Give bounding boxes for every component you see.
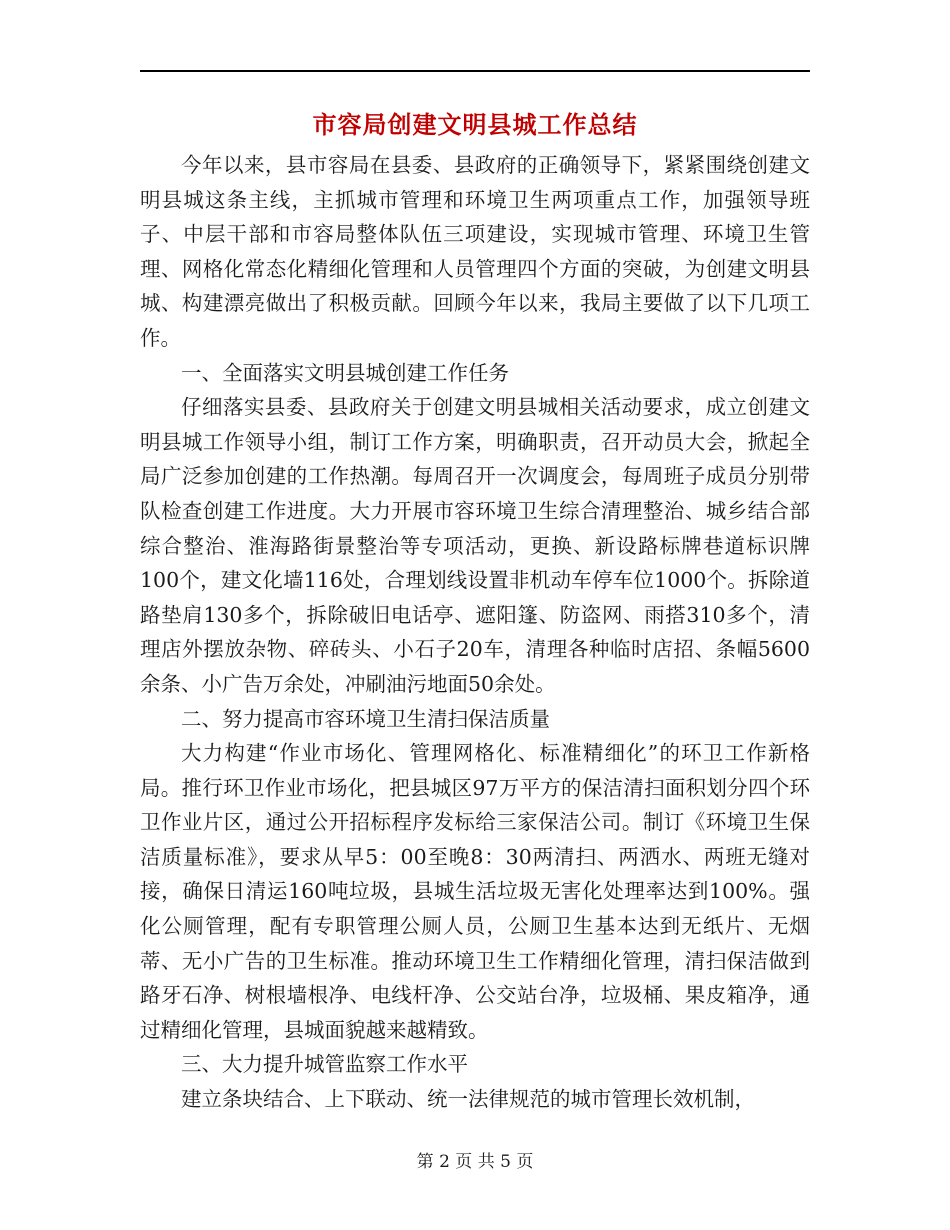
section-heading-2: 二、努力提高市容环境卫生清扫保洁质量: [181, 706, 550, 731]
document-title: 市容局创建文明县城工作总结: [312, 110, 638, 139]
paragraph-section-2: 大力构建“作业市场化、管理网格化、标准精细化”的环卫工作新格局。推行环卫作业市场化，把县城区97万平方的保洁清扫面积划分四个环卫作业片区，通过公开招标程序发标给三家保洁公司。制订《环境卫生保洁质量标准》，要求从早5：00至晚8：30两清扫、两洒水、两班无缝对接，确保日清运160吨垃圾，县城生活垃圾无害化处理率达到100%。强化公厕管理，配有专职管理公厕人员，公厕卫生基本达到无纸片、无烟蒂、无小广告的卫生标准。推动环境卫生工作精细化管理，清扫保洁做到路牙石净、树根墙根净、电线杆净、公交站台净，垃圾桶、果皮箱净，通过精细化管理，县城面貌越来越精致。: [140, 741, 810, 1042]
paragraph-intro: 今年以来，县市容局在县委、县政府的正确领导下，紧紧围绕创建文明县城这条主线，主抓城市管理和环境卫生两项重点工作，加强领导班子、中层干部和市容局整体队伍三项建设，实现城市管理、环境卫生管理、网格化常态化精细化管理和人员管理四个方面的突破，为创建文明县城、构建漂亮做出了积极贡献。回顾今年以来，我局主要做了以下几项工作。: [140, 153, 810, 350]
paragraph-section-1: 仔细落实县委、县政府关于创建文明县城相关活动要求，成立创建文明县城工作领导小组，制订工作方案，明确职责，召开动员大会，掀起全局广泛参加创建的工作热潮。每周召开一次调度会，每周班子成员分别带队检查创建工作进度。大力开展市容环境卫生综合清理整治、城乡结合部综合整治、淮海路街景整治等专项活动，更换、新设路标牌巷道标识牌100个，建文化墙116处，合理划线设置非机动车停车位1000个。拆除道路垫肩130多个，拆除破旧电话亭、遮阳篷、防盗网、雨搭310多个，清理店外摆放杂物、碎砖头、小石子20车，清理各种临时店招、条幅5600余条、小广告万余处，冲刷油污地面50余处。: [140, 395, 810, 696]
document-body: [140, 148, 810, 1117]
section-heading-3: 三、大力提升城管监察工作水平: [181, 1052, 468, 1077]
header-rule: [140, 70, 810, 72]
section-heading-1: 一、全面落实文明县城创建工作任务: [181, 360, 509, 385]
paragraph-section-3: 建立条块结合、上下联动、统一法律规范的城市管理长效机制，: [181, 1087, 755, 1112]
page-number-footer: 第 2 页 共 5 页: [416, 1152, 534, 1172]
